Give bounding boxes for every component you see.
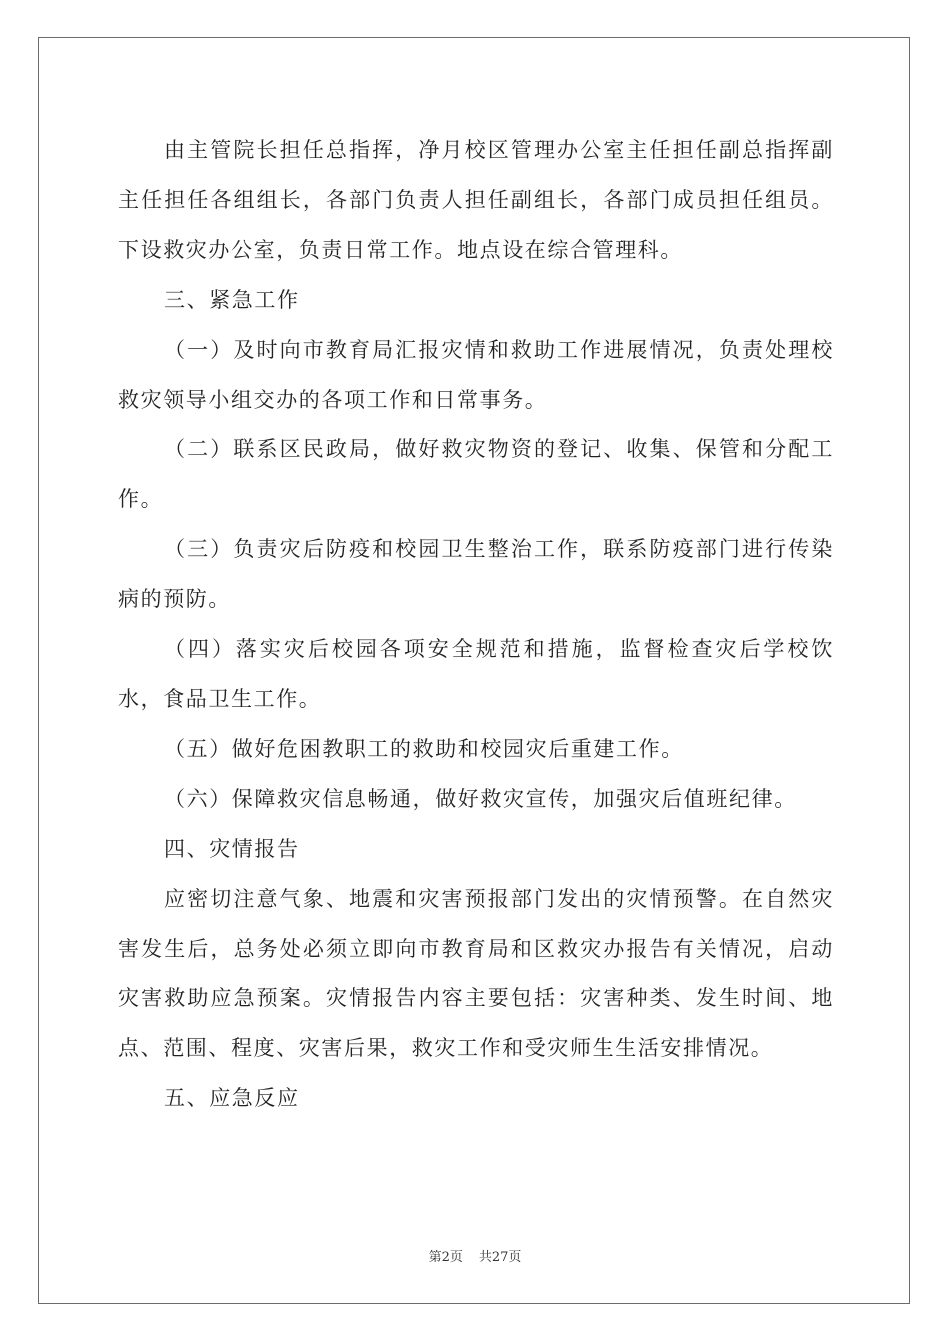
paragraph-item-2: （二）联系区民政局，做好救灾物资的登记、收集、保管和分配工作。 xyxy=(118,437,834,512)
paragraph-item-6: （六）保障救灾信息畅通，做好救灾宣传，加强灾后值班纪律。 xyxy=(164,786,797,811)
paragraph-item-3: （三）负责灾后防疫和校园卫生整治工作，联系防疫部门进行传染病的预防。 xyxy=(118,537,834,612)
page-number: 第2页 xyxy=(428,1250,463,1265)
document-body xyxy=(118,126,834,1124)
heading-disaster-report: 四、灾情报告 xyxy=(164,836,300,861)
heading-emergency-work: 三、紧急工作 xyxy=(164,287,300,312)
paragraph-item-4: （四）落实灾后校园各项安全规范和措施，监督检查灾后学校饮水，食品卫生工作。 xyxy=(118,637,834,711)
paragraph-item-1: （一）及时向市教育局汇报灾情和救助工作进展情况，负责处理校救灾领导小组交办的各项工作和日常事务。 xyxy=(118,337,834,412)
paragraph-item-5: （五）做好危困教职工的救助和校园灾后重建工作。 xyxy=(164,736,684,761)
paragraph-disaster-report: 应密切注意气象、地震和灾害预报部门发出的灾情预警。在自然灾害发生后，总务处必须立即向市教育局和区救灾办报告有关情况，启动灾害救助应急预案。灾情报告内容主要包括：灾害种类、发生时间、地点、范围、程度、灾害后果，救灾工作和受灾师生生活安排情况。 xyxy=(118,886,834,1061)
total-pages: 共27页 xyxy=(478,1250,522,1265)
paragraph-leadership: 由主管院长担任总指挥，净月校区管理办公室主任担任副总指挥副主任担任各组组长，各部门负责人担任副组长，各部门成员担任组员。下设救灾办公室，负责日常工作。地点设在综合管理科。 xyxy=(118,138,834,262)
page-footer xyxy=(0,1246,950,1265)
heading-emergency-response: 五、应急反应 xyxy=(164,1086,300,1111)
